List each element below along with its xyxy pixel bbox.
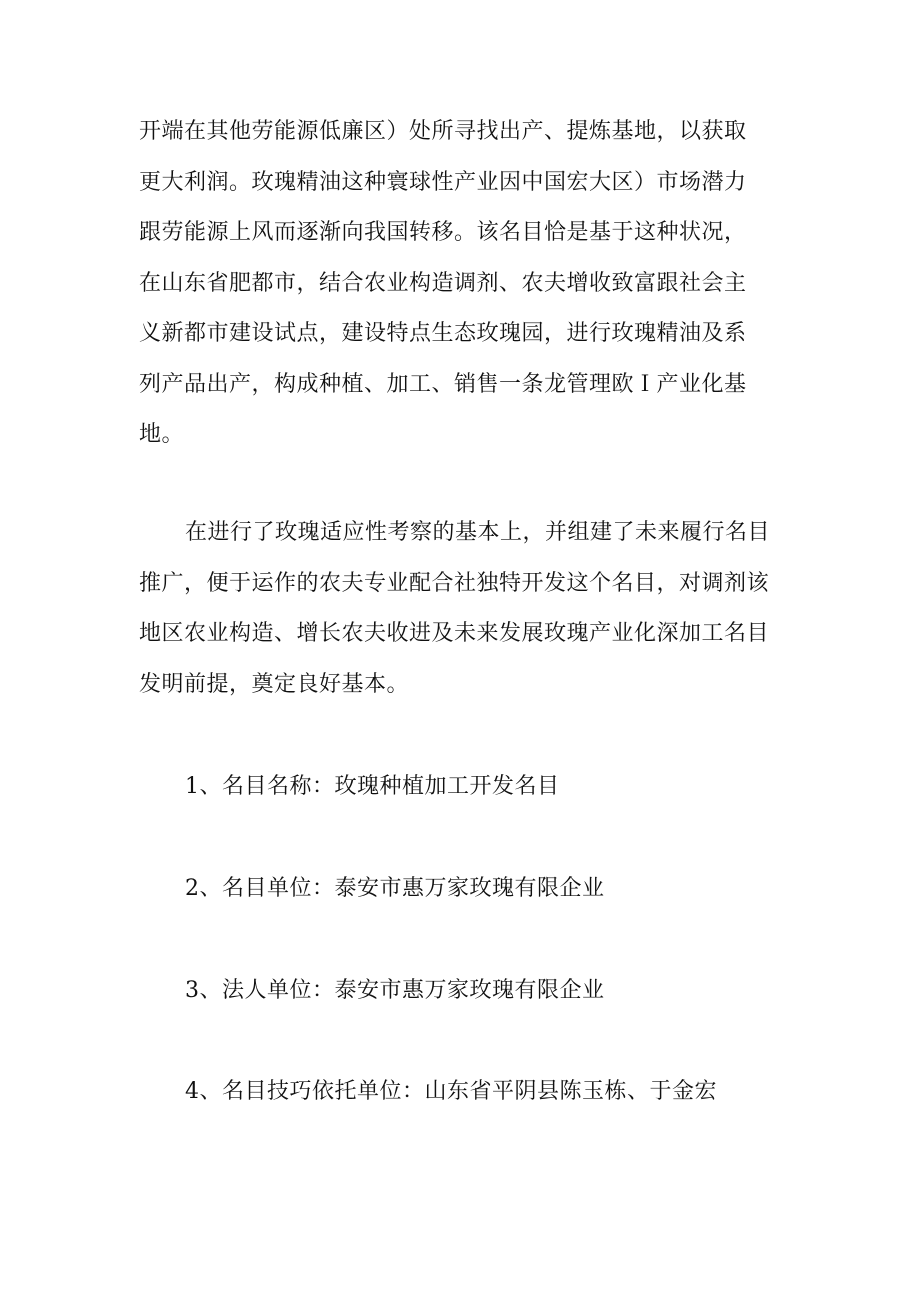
- paragraph-project-significance: [139, 508, 799, 710]
- paragraph-line: 发明前提，奠定良好基本。: [139, 671, 410, 697]
- paragraph-line: 在山东省肥都市，结合农业构造调剂、农夫增收致富跟社会主: [139, 270, 747, 296]
- paragraph-line: 更大利润。玫瑰精油这种寰球性产业因中国宏大区）市场潜力: [139, 169, 747, 195]
- paragraph-line: 义新都市建设试点，建设特点生态玫瑰园，进行玫瑰精油及系: [139, 321, 747, 346]
- paragraph-line: 开端在其他劳能源低廉区）处所寻找出产、提炼基地，以获取: [139, 119, 747, 144]
- list-item-technical-support-unit: 4、名目技巧依托单位：山东省平阴县陈玉栋、于金宏: [185, 1079, 717, 1104]
- paragraph-line: 跟劳能源上风而逐渐向我国转移。该名目恰是基于这种状况，: [139, 220, 747, 245]
- paragraph-project-background: [139, 107, 799, 461]
- list-item-legal-unit: 3、法人单位：泰安市惠万家玫瑰有限企业: [185, 978, 605, 1003]
- paragraph-line: 推广，便于运作的农夫专业配合社独特开发这个名目，对调剂该: [139, 570, 770, 596]
- list-item-project-name: 1、名目名称：玫瑰种植加工开发名目: [185, 774, 560, 799]
- paragraph-line: 列产品出产，构成种植、加工、销售一条龙管理欧Ｉ产业化基: [139, 371, 747, 397]
- list-item-project-unit: 2、名目单位：泰安市惠万家玫瑰有限企业: [185, 876, 605, 901]
- paragraph-line: 在进行了玫瑰适应性考察的基本上，并组建了未来履行名目: [185, 520, 771, 545]
- paragraph-line: 地。: [139, 422, 185, 447]
- paragraph-line: 地区农业构造、增长农夫收进及未来发展玫瑰产业化深加工名目: [139, 621, 770, 646]
